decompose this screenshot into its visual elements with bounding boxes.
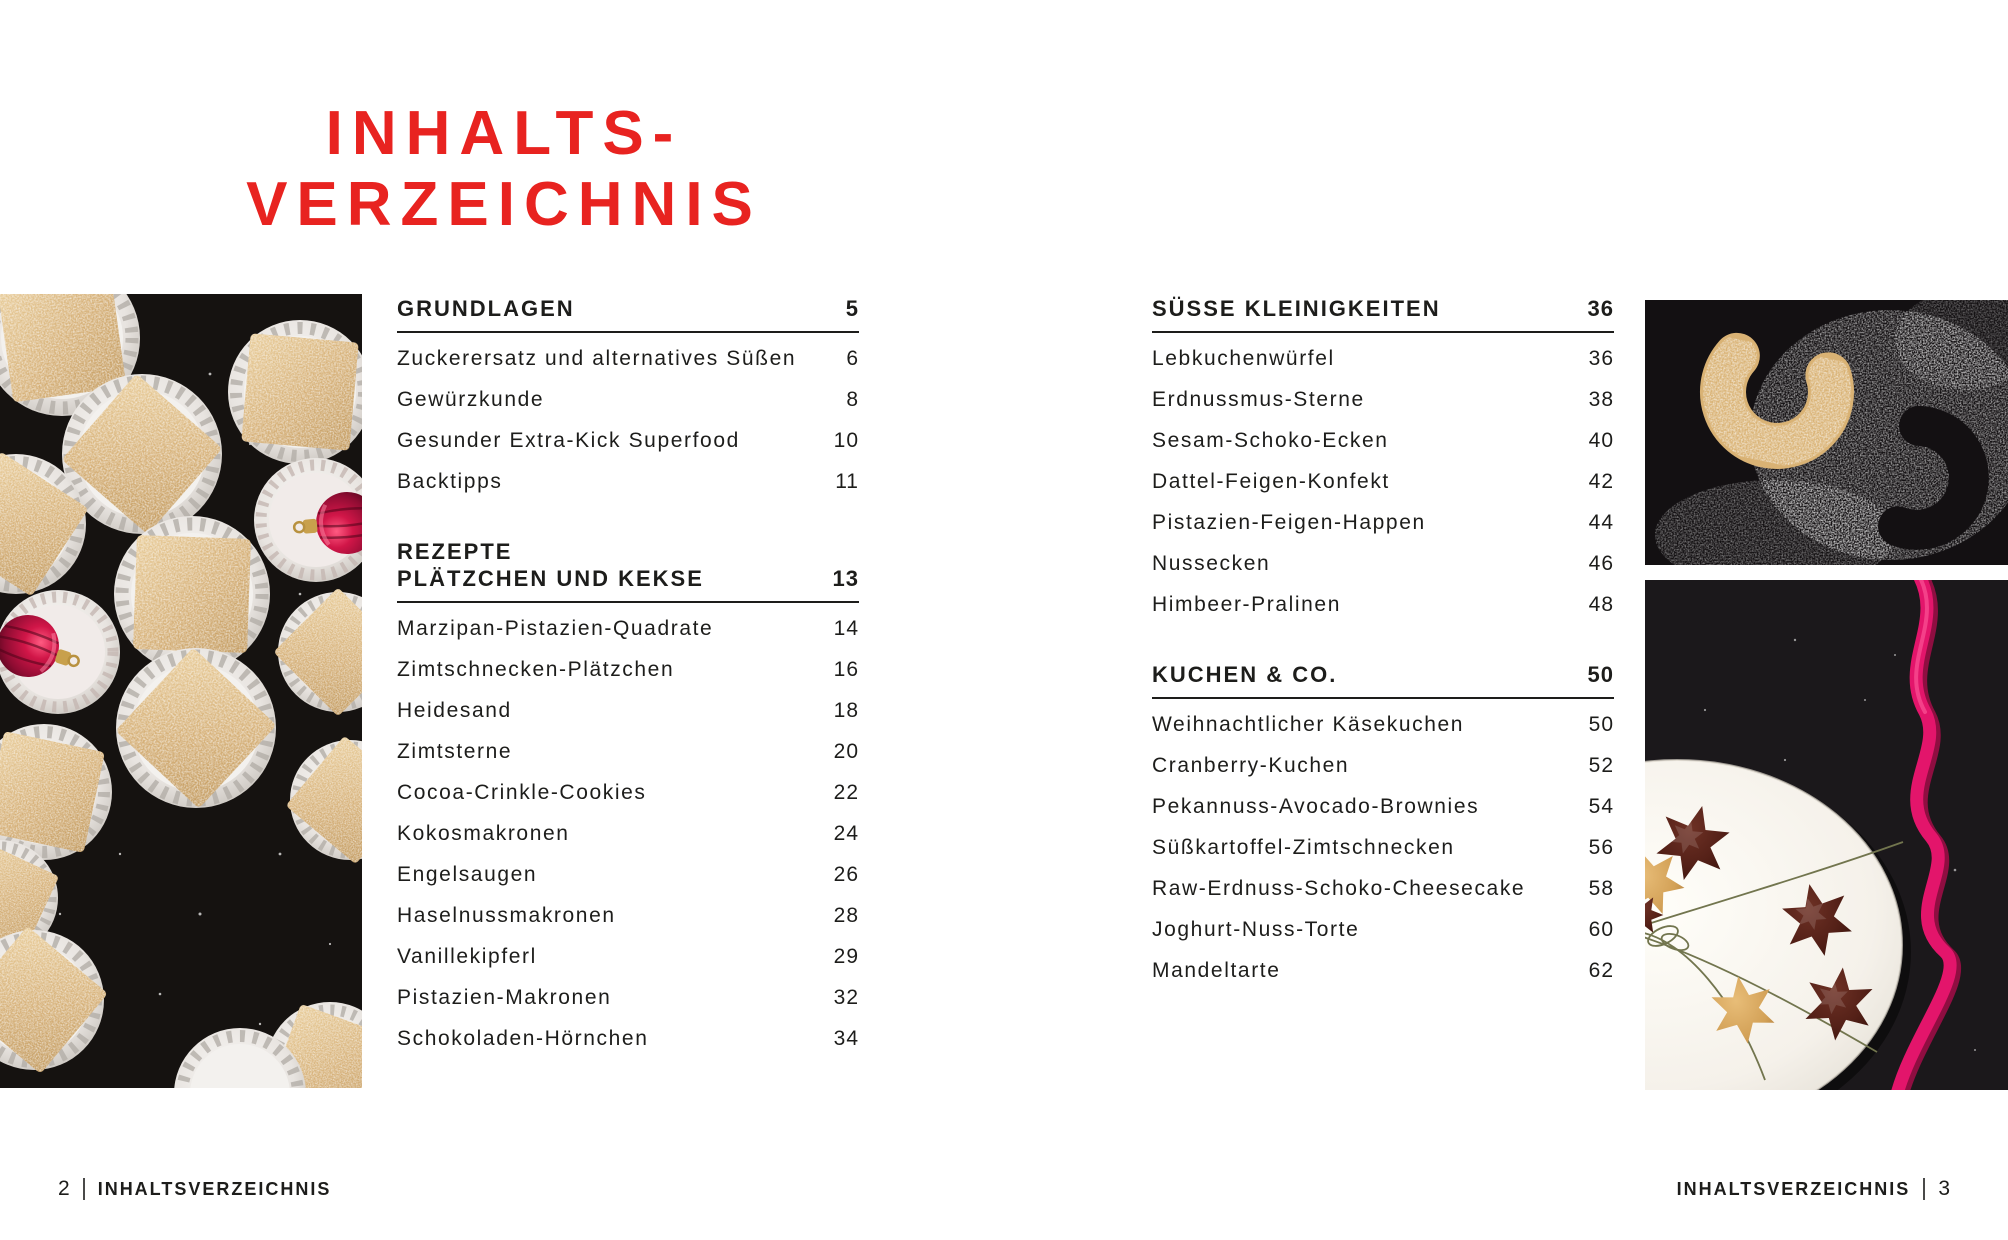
toc-entry-page: 62	[1588, 958, 1614, 982]
section-heading-grundlagen	[397, 295, 859, 333]
toc-entry	[397, 649, 859, 690]
toc-entry-label: Zimtschnecken-Plätzchen	[397, 657, 675, 681]
toc-entry-page: 56	[1588, 835, 1614, 859]
toc-entry	[397, 420, 859, 461]
toc-section-rezepte-plaetzchen	[397, 538, 859, 1059]
running-title-right: INHALTSVERZEICHNIS	[1676, 1178, 1911, 1199]
toc-entry	[397, 854, 859, 895]
toc-entry	[1152, 338, 1614, 379]
toc-entry-label: Lebkuchenwürfel	[1152, 346, 1335, 370]
section-heading-text: GRUNDLAGEN	[397, 296, 575, 321]
toc-entry-label: Vanillekipferl	[397, 944, 537, 968]
toc-entry	[397, 1018, 859, 1059]
toc-entry-page: 38	[1588, 387, 1614, 411]
toc-entry-label: Kokosmakronen	[397, 821, 570, 845]
toc-entry-page: 10	[833, 428, 859, 452]
toc-entry-page: 34	[833, 1026, 859, 1050]
toc-entry-label: Pistazien-Makronen	[397, 985, 612, 1009]
toc-entry-page: 29	[833, 944, 859, 968]
toc-entry-label: Cocoa-Crinkle-Cookies	[397, 780, 647, 804]
toc-entry-page: 22	[833, 780, 859, 804]
toc-entry-label: Weihnachtlicher Käsekuchen	[1152, 712, 1465, 736]
photo-vanilla-crescent	[1645, 300, 2008, 565]
toc-entry-label: Mandeltarte	[1152, 958, 1281, 982]
toc-entry	[1152, 786, 1614, 827]
folio-right	[1677, 1174, 1950, 1204]
toc-section-grundlagen	[397, 295, 859, 502]
toc-entry-page: 40	[1588, 428, 1614, 452]
toc-entry-label: Raw-Erdnuss-Schoko-Cheesecake	[1152, 876, 1526, 900]
toc-entry	[1152, 420, 1614, 461]
toc-entry-label: Cranberry-Kuchen	[1152, 753, 1350, 777]
photo-star-pralines	[1645, 580, 2008, 1090]
folio-left	[58, 1174, 331, 1204]
section-heading-text: SÜSSE KLEINIGKEITEN	[1152, 296, 1441, 321]
toc-entry-page: 6	[846, 346, 859, 370]
toc-entry	[1152, 909, 1614, 950]
toc-entry	[397, 977, 859, 1018]
toc-entry	[1152, 704, 1614, 745]
page-title-line2: VERZEICHNIS	[246, 170, 762, 239]
toc-entry-label: Haselnussmakronen	[397, 903, 616, 927]
toc-entries	[1152, 699, 1614, 991]
toc-entry	[397, 895, 859, 936]
section-page-number: 50	[1587, 662, 1614, 687]
toc-entry-page: 42	[1588, 469, 1614, 493]
toc-entry-page: 26	[833, 862, 859, 886]
toc-entry	[397, 379, 859, 420]
toc-entry-page: 36	[1588, 346, 1614, 370]
toc-entry-label: Sesam-Schoko-Ecken	[1152, 428, 1389, 452]
toc-entry-label: Joghurt-Nuss-Torte	[1152, 917, 1360, 941]
toc-entry-page: 8	[846, 387, 859, 411]
section-heading-text: REZEPTE	[397, 539, 513, 564]
toc-entry-label: Erdnussmus-Sterne	[1152, 387, 1365, 411]
toc-entry-label: Marzipan-Pistazien-Quadrate	[397, 616, 714, 640]
folio-divider	[83, 1178, 85, 1200]
toc-entry-label: Zimtsterne	[397, 739, 513, 763]
toc-entry-page: 54	[1588, 794, 1614, 818]
toc-entry	[397, 690, 859, 731]
toc-entry-page: 11	[835, 469, 859, 493]
toc-entry-page: 46	[1588, 551, 1614, 575]
toc-entry	[1152, 584, 1614, 625]
page-title-line1: INHALTS-	[325, 99, 683, 168]
toc-entry	[1152, 502, 1614, 543]
toc-entry-page: 44	[1588, 510, 1614, 534]
toc-column-right	[1152, 295, 1614, 991]
toc-entry	[1152, 950, 1614, 991]
toc-entry	[397, 338, 859, 379]
photo-cookie-squares-art	[0, 294, 362, 1088]
toc-entry	[397, 772, 859, 813]
toc-entries	[397, 603, 859, 1059]
page-title	[204, 98, 804, 240]
toc-entry-label: Heidesand	[397, 698, 512, 722]
toc-entry	[1152, 379, 1614, 420]
section-page-number: 36	[1587, 296, 1614, 321]
toc-section-suesse-kleinigkeiten	[1152, 295, 1614, 625]
section-page-number: 13	[832, 566, 859, 591]
toc-entry-label: Gesunder Extra-Kick Superfood	[397, 428, 740, 452]
page-number-left: 2	[58, 1177, 70, 1200]
section-heading-rezepte	[397, 538, 859, 603]
toc-entry-label: Engelsaugen	[397, 862, 538, 886]
photo-star-pralines-art	[1645, 580, 2008, 1090]
toc-entry-label: Nussecken	[1152, 551, 1271, 575]
toc-section-kuchen-co	[1152, 661, 1614, 991]
toc-column-left	[397, 295, 859, 1059]
toc-entry	[1152, 543, 1614, 584]
toc-entry-label: Gewürzkunde	[397, 387, 545, 411]
toc-entry-page: 58	[1588, 876, 1614, 900]
section-page-number: 5	[845, 296, 859, 321]
toc-entry-label: Pistazien-Feigen-Happen	[1152, 510, 1426, 534]
toc-entry	[397, 813, 859, 854]
toc-entry-label: Süßkartoffel-Zimtschnecken	[1152, 835, 1455, 859]
toc-entry-page: 16	[833, 657, 859, 681]
folio-divider	[1923, 1178, 1925, 1200]
toc-entry-page: 20	[833, 739, 859, 763]
toc-entry	[1152, 827, 1614, 868]
toc-entry-label: Zuckerersatz und alternatives Süßen	[397, 346, 797, 370]
toc-entries	[397, 333, 859, 502]
section-heading-text-line2: PLÄTZCHEN UND KEKSE	[397, 566, 704, 591]
toc-entry-page: 50	[1588, 712, 1614, 736]
toc-entry-page: 14	[833, 616, 859, 640]
toc-entry	[1152, 868, 1614, 909]
toc-entry-page: 28	[833, 903, 859, 927]
toc-entry	[1152, 461, 1614, 502]
toc-entry-label: Pekannuss-Avocado-Brownies	[1152, 794, 1480, 818]
toc-entry	[1152, 745, 1614, 786]
toc-entry-label: Dattel-Feigen-Konfekt	[1152, 469, 1390, 493]
toc-entry	[397, 461, 859, 502]
section-heading-suesse	[1152, 295, 1614, 333]
toc-entry-page: 52	[1588, 753, 1614, 777]
running-title-left: INHALTSVERZEICHNIS	[97, 1178, 332, 1199]
toc-entry-page: 48	[1588, 592, 1614, 616]
toc-entry	[397, 731, 859, 772]
toc-entries	[1152, 333, 1614, 625]
photo-cookie-squares	[0, 294, 362, 1088]
toc-entry-page: 24	[833, 821, 859, 845]
toc-entry-label: Himbeer-Pralinen	[1152, 592, 1341, 616]
section-heading-kuchen	[1152, 661, 1614, 699]
toc-entry-label: Schokoladen-Hörnchen	[397, 1026, 649, 1050]
toc-entry-page: 60	[1588, 917, 1614, 941]
toc-entry-label: Backtipps	[397, 469, 503, 493]
section-heading-text: KUCHEN & CO.	[1152, 662, 1338, 687]
photo-vanilla-crescent-art	[1645, 300, 2008, 565]
toc-entry-page: 32	[833, 985, 859, 1009]
toc-entry	[397, 936, 859, 977]
toc-entry-page: 18	[833, 698, 859, 722]
toc-entry	[397, 608, 859, 649]
page-number-right: 3	[1938, 1177, 1950, 1200]
